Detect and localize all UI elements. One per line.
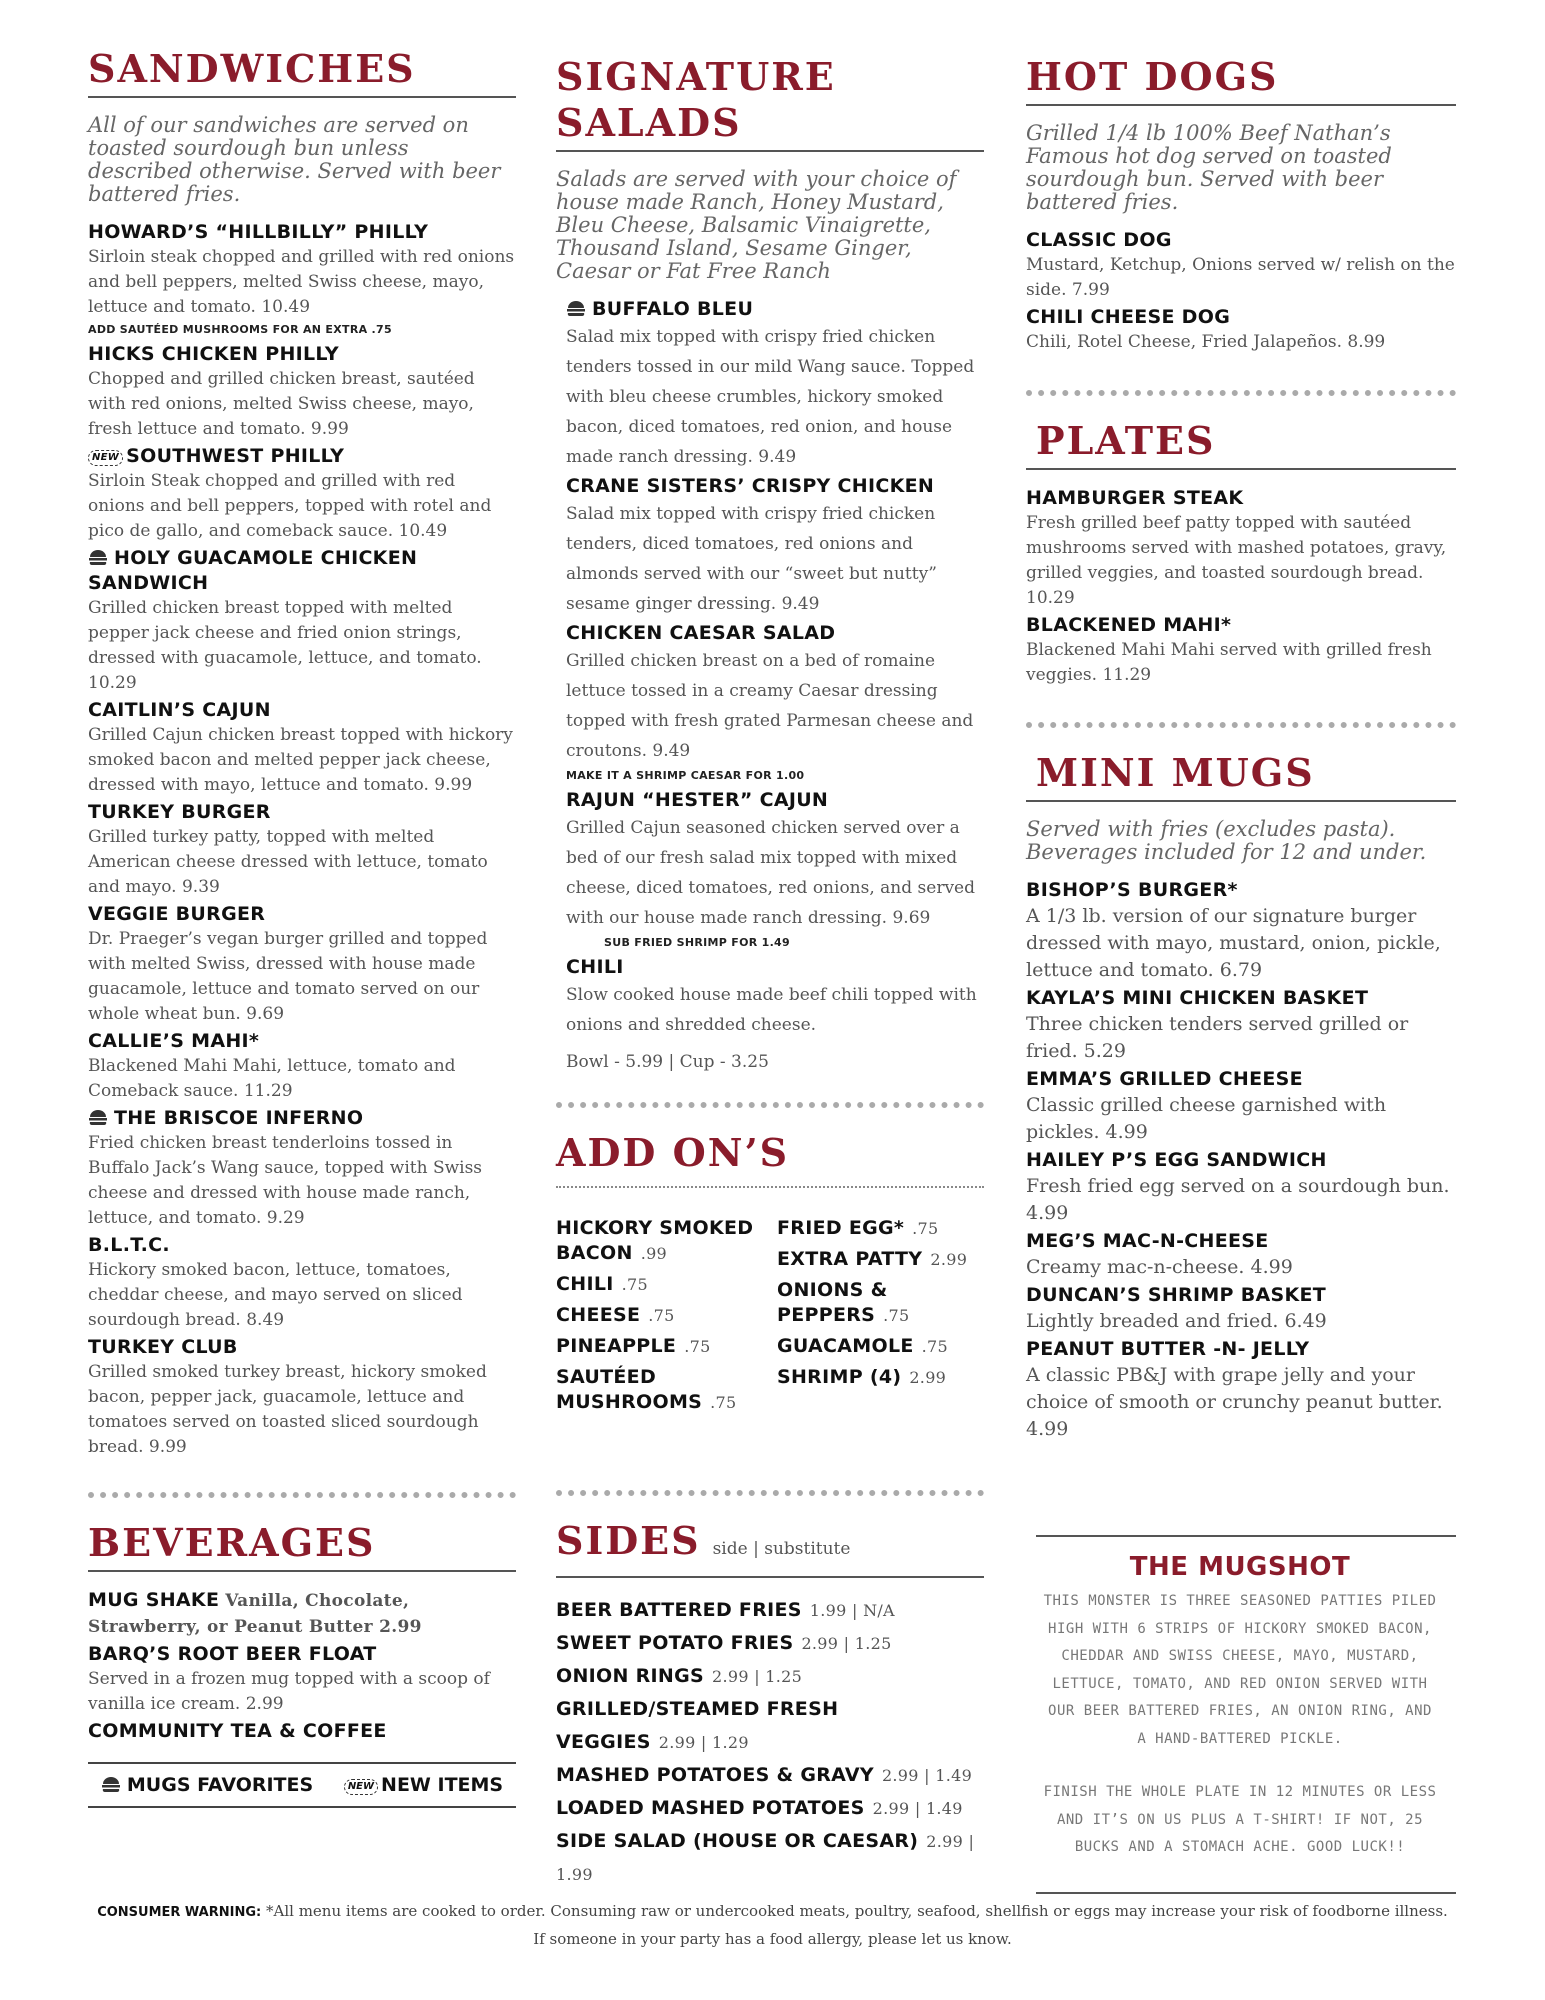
plates-list bbox=[1026, 486, 1456, 688]
menu-item-description: Grilled Cajun chicken breast topped with hickory smoked bacon and melted pepper jack cheese, dressed with mayo, lettuce and tomato. 9.99 bbox=[88, 725, 513, 795]
menu-item-name bbox=[88, 220, 516, 245]
salads-intro: Salads are served with your choice of house made Ranch, Honey Mustard, Bleu Cheese, Balsamic Vinaigrette, Thousand Island, Sesame Ginger, Caesar or Fat Free Ranch bbox=[556, 167, 957, 283]
sides-heading bbox=[556, 1518, 984, 1578]
menu-item-description: Grilled chicken breast on a bed of romaine lettuce tossed in a creamy Caesar dressing topped with fresh grated Parmesan cheese and croutons. 9.49 bbox=[566, 651, 974, 761]
mugshot-description: THIS MONSTER IS THREE SEASONED PATTIES PILED HIGH WITH 6 STRIPS OF HICKORY SMOKED BACON, CHEDDAR AND SWISS CHEESE, MAYO, MUSTARD, LETTUCE, TOMATO, AND RED ONION SERVED WITH OUR BEER BATTERED FRIES, AN ONION RING, AND A HAND-BATTERED PICKLE. bbox=[1043, 1593, 1437, 1747]
mugshot-rule bbox=[1036, 1535, 1456, 1537]
beverages-heading: BEVERAGES bbox=[88, 1520, 516, 1572]
priced-item-price: 2.99 | 1.49 bbox=[881, 1766, 973, 1785]
menu-item-description: Salad mix topped with crispy fried chicken tenders tossed in our mild Wang sauce. Topped with bleu cheese crumbles, hickory smoked bacon, diced tomatoes, red onion, and house made ranch dressing. 9.49 bbox=[566, 327, 975, 467]
priced-item-price: 2.99 | 1.49 bbox=[872, 1799, 963, 1818]
menu-item bbox=[88, 1719, 516, 1744]
menu-item-name bbox=[88, 1106, 516, 1131]
menu-item-description: Slow cooked house made beef chili topped with onions and shredded cheese. bbox=[566, 985, 977, 1035]
menu-item-name bbox=[1026, 986, 1456, 1011]
menu-item-name bbox=[1026, 305, 1456, 330]
menu-item-name-text: TURKEY CLUB bbox=[88, 1336, 238, 1358]
priced-item bbox=[556, 1303, 763, 1328]
menu-item bbox=[88, 902, 516, 1027]
menu-item bbox=[88, 444, 516, 544]
sandwiches-intro: All of our sandwiches are served on toasted sourdough bun unless described otherwise. Served with beer battered fries. bbox=[88, 113, 501, 206]
menu-item-description: A classic PB&J with grape jelly and your choice of smooth or crunchy peanut butter. 4.99 bbox=[1026, 1364, 1443, 1440]
addons-left-column bbox=[556, 1216, 763, 1421]
addons-heading: ADD ON’S bbox=[556, 1130, 790, 1175]
priced-item bbox=[777, 1334, 984, 1359]
menu-item-name-text: DUNCAN’S SHRIMP BASKET bbox=[1026, 1284, 1327, 1306]
priced-item bbox=[777, 1365, 984, 1390]
menu-item-name-text: BISHOP’S BURGER* bbox=[1026, 879, 1238, 901]
menu-item-description: Three chicken tenders served grilled or fried. 5.29 bbox=[1026, 1013, 1409, 1062]
addons-rule bbox=[556, 1186, 984, 1188]
menu-item bbox=[1026, 486, 1456, 611]
sides-subtitle: side | substitute bbox=[712, 1539, 851, 1559]
menu-item-name-text: COMMUNITY TEA & COFFEE bbox=[88, 1720, 387, 1742]
addons-grid bbox=[556, 1216, 984, 1421]
menu-item-name bbox=[1026, 1148, 1456, 1173]
minimugs-intro: Served with fries (excludes pasta). Beverages included for 12 and under. bbox=[1026, 817, 1427, 864]
menu-item-name-text: HAMBURGER STEAK bbox=[1026, 487, 1244, 509]
priced-item bbox=[556, 1759, 984, 1792]
menu-item-name bbox=[88, 902, 516, 927]
mugshot-bottom-rule bbox=[1036, 1892, 1456, 1894]
menu-item bbox=[88, 1233, 516, 1333]
priced-item bbox=[556, 1594, 984, 1627]
menu-item bbox=[1026, 1337, 1456, 1443]
menu-item bbox=[88, 1106, 516, 1231]
menu-item bbox=[88, 1335, 516, 1460]
salads-heading: SIGNATURE SALADS bbox=[556, 54, 984, 152]
menu-item-name bbox=[566, 788, 984, 813]
sides-section bbox=[556, 1490, 984, 1891]
priced-item bbox=[777, 1278, 984, 1328]
menu-item-name bbox=[88, 546, 516, 596]
menu-item-name bbox=[1026, 1067, 1456, 1092]
divider-dots bbox=[88, 1492, 516, 1498]
mug-favorite-icon bbox=[88, 548, 108, 566]
plates-section bbox=[1026, 390, 1456, 690]
sides-list bbox=[556, 1594, 984, 1891]
menu-item bbox=[1026, 305, 1456, 355]
priced-item-name: HICKORY SMOKED BACON bbox=[556, 1217, 754, 1264]
priced-item-price: 2.99 bbox=[930, 1250, 968, 1269]
divider-dots bbox=[1026, 390, 1456, 396]
menu-item-name bbox=[88, 342, 516, 367]
menu-item-name-text: B.L.T.C. bbox=[88, 1234, 170, 1256]
divider-dots bbox=[556, 1102, 984, 1108]
menu-item-description: Grilled turkey patty, topped with melted American cheese dressed with lettuce, tomato and mayo. 9.39 bbox=[88, 827, 488, 897]
menu-item-name bbox=[88, 444, 516, 469]
priced-item-price: .75 bbox=[648, 1306, 675, 1325]
menu-item-name-text: SOUTHWEST PHILLY bbox=[126, 445, 345, 467]
priced-item bbox=[556, 1216, 763, 1266]
menu-item-name-text: HOLY GUACAMOLE CHICKEN SANDWICH bbox=[88, 547, 418, 594]
menu-item-inline-desc: Vanilla, Chocolate, Strawberry, or Peanut Butter 2.99 bbox=[88, 1591, 422, 1637]
menu-item-name-text: CRANE SISTERS’ CRISPY CHICKEN bbox=[566, 475, 935, 497]
sandwiches-heading: SANDWICHES bbox=[88, 46, 516, 98]
menu-item bbox=[566, 297, 984, 472]
menu-item bbox=[1026, 1148, 1456, 1227]
priced-item bbox=[556, 1693, 984, 1759]
menu-item bbox=[88, 546, 516, 696]
menu-item bbox=[566, 788, 984, 953]
menu-item-name-text: MEG’S MAC-N-CHEESE bbox=[1026, 1230, 1269, 1252]
menu-item-description: Sirloin Steak chopped and grilled with red onions and bell peppers, topped with rotel and pico de gallo, and comeback sauce. 10.49 bbox=[88, 471, 492, 541]
priced-item bbox=[556, 1272, 763, 1297]
menu-item-name-text: HOWARD’S “HILLBILLY” PHILLY bbox=[88, 221, 429, 243]
menu-item-note: SUB FRIED SHRIMP FOR 1.49 bbox=[604, 936, 790, 949]
priced-item-name: CHILI bbox=[556, 1273, 614, 1295]
priced-item bbox=[556, 1825, 984, 1891]
menu-item bbox=[88, 800, 516, 900]
priced-item-price: .75 bbox=[710, 1393, 737, 1412]
priced-item-name: CHEESE bbox=[556, 1304, 641, 1326]
priced-item-price: 2.99 | 1.29 bbox=[658, 1733, 749, 1752]
menu-item-name-text: MUG SHAKE bbox=[88, 1589, 220, 1611]
hotdogs-section bbox=[1026, 54, 1456, 357]
hotdogs-heading: HOT DOGS bbox=[1026, 54, 1456, 106]
menu-item-name-text: CAITLIN’S CAJUN bbox=[88, 699, 271, 721]
priced-item-price: .75 bbox=[621, 1275, 648, 1294]
priced-item-price: 2.99 | 1.25 bbox=[711, 1667, 803, 1686]
menu-item-description: Salad mix topped with crispy fried chicken tenders, diced tomatoes, red onions and almonds served with our “sweet but nutty” sesame ginger dressing. 9.49 bbox=[566, 504, 937, 614]
menu-item-name-text: CHILI bbox=[566, 956, 624, 978]
hotdogs-intro: Grilled 1/4 lb 100% Beef Nathan’s Famous hot dog served on toasted sourdough bun. Served with beer battered fries. bbox=[1026, 121, 1392, 214]
priced-item bbox=[556, 1365, 763, 1415]
menu-item bbox=[1026, 878, 1456, 984]
legend-favorites bbox=[101, 1774, 320, 1796]
menu-item-description: Chopped and grilled chicken breast, sautéed with red onions, melted Swiss cheese, mayo, fresh lettuce and tomato. 9.99 bbox=[88, 369, 475, 439]
priced-item-name: ONION RINGS bbox=[556, 1665, 704, 1687]
menu-item-note: MAKE IT A SHRIMP CAESAR FOR 1.00 bbox=[566, 769, 805, 782]
menu-item-name bbox=[566, 297, 984, 322]
priced-item bbox=[556, 1334, 763, 1359]
consumer-warning-line2: If someone in your party has a food allergy, please let us know. bbox=[533, 1930, 1012, 1948]
menu-item bbox=[88, 220, 516, 340]
sides-title: SIDES bbox=[556, 1518, 701, 1563]
mugshot-challenge: FINISH THE WHOLE PLATE IN 12 MINUTES OR LESS AND IT’S ON US PLUS A T-SHIRT! IF NOT, 25 BUCKS AND A STOMACH ACHE. GOOD LUCK!! bbox=[1043, 1784, 1437, 1855]
menu-item-name-text: CALLIE’S MAHI* bbox=[88, 1030, 260, 1052]
menu-item bbox=[88, 1588, 516, 1640]
menu-item-name-text: PEANUT BUTTER -N- JELLY bbox=[1026, 1338, 1310, 1360]
priced-item-price: .75 bbox=[921, 1337, 948, 1356]
menu-item-name bbox=[88, 1642, 516, 1667]
mug-icon bbox=[101, 1775, 121, 1793]
priced-item-name: GRILLED/STEAMED FRESH VEGGIES bbox=[556, 1698, 839, 1753]
consumer-warning bbox=[0, 1898, 1545, 1952]
menu-item-name bbox=[88, 1335, 516, 1360]
menu-item-name bbox=[88, 1588, 516, 1640]
menu-item bbox=[566, 955, 984, 1075]
priced-item-name: GUACAMOLE bbox=[777, 1335, 914, 1357]
priced-item-price: 2.99 | 1.99 bbox=[556, 1832, 975, 1884]
menu-item-description: Grilled Cajun seasoned chicken served over a bed of our fresh salad mix topped with mixed cheese, diced tomatoes, red onions, and served with our house made ranch dressing. 9.69 bbox=[566, 818, 975, 928]
menu-item bbox=[1026, 613, 1456, 688]
sandwiches-section bbox=[88, 46, 516, 1462]
menu-item-name bbox=[88, 1029, 516, 1054]
menu-item-name bbox=[88, 1233, 516, 1258]
menu-item-name bbox=[1026, 878, 1456, 903]
divider-dots bbox=[1026, 722, 1456, 728]
priced-item-name: SAUTÉED MUSHROOMS bbox=[556, 1366, 703, 1413]
menu-item-name bbox=[1026, 1337, 1456, 1362]
priced-item-name: LOADED MASHED POTATOES bbox=[556, 1797, 865, 1819]
divider-dots bbox=[556, 1490, 984, 1496]
menu-item-name bbox=[88, 698, 516, 723]
menu-item-name bbox=[88, 1719, 516, 1744]
priced-item bbox=[556, 1660, 984, 1693]
beverages-list bbox=[88, 1588, 516, 1744]
menu-item-name-text: RAJUN “HESTER” CAJUN bbox=[566, 789, 829, 811]
menu-item-description: Grilled chicken breast topped with melted pepper jack cheese and fried onion strings, dressed with guacamole, lettuce, and tomato. 10.29 bbox=[88, 598, 482, 693]
menu-item-name-text: HAILEY P’S EGG SANDWICH bbox=[1026, 1149, 1327, 1171]
menu-item-description: Fried chicken breast tenderloins tossed in Buffalo Jack’s Wang sauce, topped with Swiss cheese and dressed with house made ranch, lettuce, and tomato. 9.29 bbox=[88, 1133, 483, 1228]
new-badge-icon: NEW bbox=[88, 450, 123, 466]
menu-item-description: Blackened Mahi Mahi served with grilled fresh veggies. 11.29 bbox=[1026, 640, 1432, 685]
legend-new-label: NEW ITEMS bbox=[381, 1774, 504, 1796]
sandwiches-list bbox=[88, 220, 516, 1460]
consumer-warning-line1 bbox=[0, 1898, 1545, 1926]
consumer-warning-label: CONSUMER WARNING: bbox=[97, 1905, 262, 1920]
addons-section bbox=[556, 1102, 984, 1421]
minimugs-heading: MINI MUGS bbox=[1026, 750, 1456, 802]
priced-item-price: 1.99 | N/A bbox=[809, 1601, 895, 1620]
menu-item bbox=[1026, 1229, 1456, 1281]
priced-item-name: SHRIMP (4) bbox=[777, 1366, 902, 1388]
priced-item-name: FRIED EGG* bbox=[777, 1217, 905, 1239]
priced-item-price: .75 bbox=[684, 1337, 711, 1356]
menu-item-description: Lightly breaded and fried. 6.49 bbox=[1026, 1310, 1327, 1332]
menu-item-name bbox=[1026, 228, 1456, 253]
menu-item-name-text: BARQ’S ROOT BEER FLOAT bbox=[88, 1643, 377, 1665]
priced-item-name: SWEET POTATO FRIES bbox=[556, 1632, 794, 1654]
mugshot-title: THE MUGSHOT bbox=[1129, 1552, 1351, 1582]
minimugs-section bbox=[1026, 722, 1456, 1445]
menu-item-name-text: CHILI CHEESE DOG bbox=[1026, 306, 1231, 328]
minimugs-list bbox=[1026, 878, 1456, 1443]
mug-favorite-icon bbox=[566, 299, 586, 317]
menu-item-description: Classic grilled cheese garnished with pickles. 4.99 bbox=[1026, 1094, 1387, 1143]
menu-item-description: Fresh fried egg served on a sourdough bun. 4.99 bbox=[1026, 1175, 1450, 1224]
priced-item bbox=[777, 1247, 984, 1272]
menu-item-name bbox=[1026, 486, 1456, 511]
menu-item-name bbox=[1026, 1283, 1456, 1308]
addons-right-column bbox=[777, 1216, 984, 1421]
menu-item-description: Sirloin steak chopped and grilled with red onions and bell peppers, melted Swiss cheese, mayo, lettuce and tomato. 10.49 bbox=[88, 247, 515, 317]
priced-item bbox=[556, 1792, 984, 1825]
menu-item-name-text: CLASSIC DOG bbox=[1026, 229, 1172, 251]
priced-item-price: 2.99 bbox=[909, 1368, 947, 1387]
menu-item-description: Chili, Rotel Cheese, Fried Jalapeños. 8.99 bbox=[1026, 332, 1386, 352]
legend bbox=[88, 1762, 516, 1808]
menu-item-description: A 1/3 lb. version of our signature burger dressed with mayo, mustard, onion, pickle, lettuce and tomato. 6.79 bbox=[1026, 905, 1441, 981]
menu-item-name bbox=[566, 621, 984, 646]
consumer-warning-text: *All menu items are cooked to order. Consuming raw or undercooked meats, poultry, seafood, shellfish or eggs may increase your risk of foodborne illness. bbox=[266, 1902, 1448, 1920]
salads-section bbox=[556, 54, 984, 1077]
menu-item bbox=[88, 1029, 516, 1104]
priced-item-price: 2.99 | 1.25 bbox=[801, 1634, 892, 1653]
priced-item-name: MASHED POTATOES & GRAVY bbox=[556, 1764, 874, 1786]
menu-item-name bbox=[1026, 613, 1456, 638]
menu-item-description: Creamy mac-n-cheese. 4.99 bbox=[1026, 1256, 1293, 1278]
menu-item-description: Mustard, Ketchup, Onions served w/ relish on the side. 7.99 bbox=[1026, 255, 1455, 300]
menu-item bbox=[1026, 1283, 1456, 1335]
menu-item bbox=[88, 698, 516, 798]
priced-item-name: ONIONS & PEPPERS bbox=[777, 1279, 888, 1326]
legend-favorites-label: MUGS FAVORITES bbox=[126, 1774, 314, 1796]
menu-item-description: Grilled smoked turkey breast, hickory smoked bacon, pepper jack, guacamole, lettuce and tomatoes served on toasted sliced sourdough bread. 9.99 bbox=[88, 1362, 487, 1457]
menu-item bbox=[566, 621, 984, 786]
priced-item bbox=[556, 1627, 984, 1660]
priced-item-price: .75 bbox=[912, 1219, 939, 1238]
menu-item-name-text: VEGGIE BURGER bbox=[88, 903, 266, 925]
menu-item-name-text: CHICKEN CAESAR SALAD bbox=[566, 622, 836, 644]
menu-item-description: Blackened Mahi Mahi, lettuce, tomato and Comeback sauce. 11.29 bbox=[88, 1056, 456, 1101]
menu-item-name-text: TURKEY BURGER bbox=[88, 801, 271, 823]
salads-list bbox=[556, 297, 984, 1075]
priced-item-name: EXTRA PATTY bbox=[777, 1248, 923, 1270]
menu-item-description: Served in a frozen mug topped with a scoop of vanilla ice cream. 2.99 bbox=[88, 1669, 490, 1714]
priced-item-price: .99 bbox=[640, 1244, 668, 1263]
priced-item-name: PINEAPPLE bbox=[556, 1335, 677, 1357]
priced-item-name: BEER BATTERED FRIES bbox=[556, 1599, 802, 1621]
menu-item-price-options: Bowl - 5.99 | Cup - 3.25 bbox=[566, 1052, 769, 1072]
menu-item bbox=[88, 342, 516, 442]
menu-item-note: ADD SAUTÉED MUSHROOMS FOR AN EXTRA .75 bbox=[88, 323, 392, 336]
menu-item bbox=[1026, 1067, 1456, 1146]
priced-item bbox=[777, 1216, 984, 1241]
menu-item-name-text: EMMA’S GRILLED CHEESE bbox=[1026, 1068, 1303, 1090]
mug-favorite-icon bbox=[88, 1108, 108, 1126]
menu-item-name-text: KAYLA’S MINI CHICKEN BASKET bbox=[1026, 987, 1369, 1009]
menu-item-name-text: BUFFALO BLEU bbox=[592, 298, 754, 320]
menu-item-name-text: THE BRISCOE INFERNO bbox=[114, 1107, 364, 1129]
menu-item-name-text: HICKS CHICKEN PHILLY bbox=[88, 343, 339, 365]
hotdogs-list bbox=[1026, 228, 1456, 355]
menu-item-name bbox=[566, 474, 984, 499]
mugshot-box bbox=[1040, 1552, 1440, 1862]
new-badge-icon: NEW bbox=[344, 1779, 378, 1795]
legend-new bbox=[344, 1774, 503, 1796]
menu-item-description: Dr. Praeger’s vegan burger grilled and topped with melted Swiss, dressed with house made guacamole, lettuce and tomato served on our whole wheat bun. 9.69 bbox=[88, 929, 488, 1024]
menu-item bbox=[88, 1642, 516, 1717]
menu-item-name-text: BLACKENED MAHI* bbox=[1026, 614, 1232, 636]
priced-item-name: SIDE SALAD (HOUSE OR CAESAR) bbox=[556, 1830, 919, 1852]
menu-item bbox=[566, 474, 984, 619]
menu-item bbox=[1026, 228, 1456, 303]
beverages-section bbox=[88, 1492, 516, 1808]
menu-item bbox=[1026, 986, 1456, 1065]
menu-item-name bbox=[1026, 1229, 1456, 1254]
menu-item-name bbox=[566, 955, 984, 980]
menu-item-description: Fresh grilled beef patty topped with sautéed mushrooms served with mashed potatoes, gravy, grilled veggies, and toasted sourdough bread. 10.29 bbox=[1026, 513, 1447, 608]
menu-item-description: Hickory smoked bacon, lettuce, tomatoes, cheddar cheese, and mayo served on sliced sourdough bread. 8.49 bbox=[88, 1260, 463, 1330]
priced-item-price: .75 bbox=[883, 1306, 910, 1325]
menu-item-name bbox=[88, 800, 516, 825]
plates-heading: PLATES bbox=[1026, 418, 1456, 470]
